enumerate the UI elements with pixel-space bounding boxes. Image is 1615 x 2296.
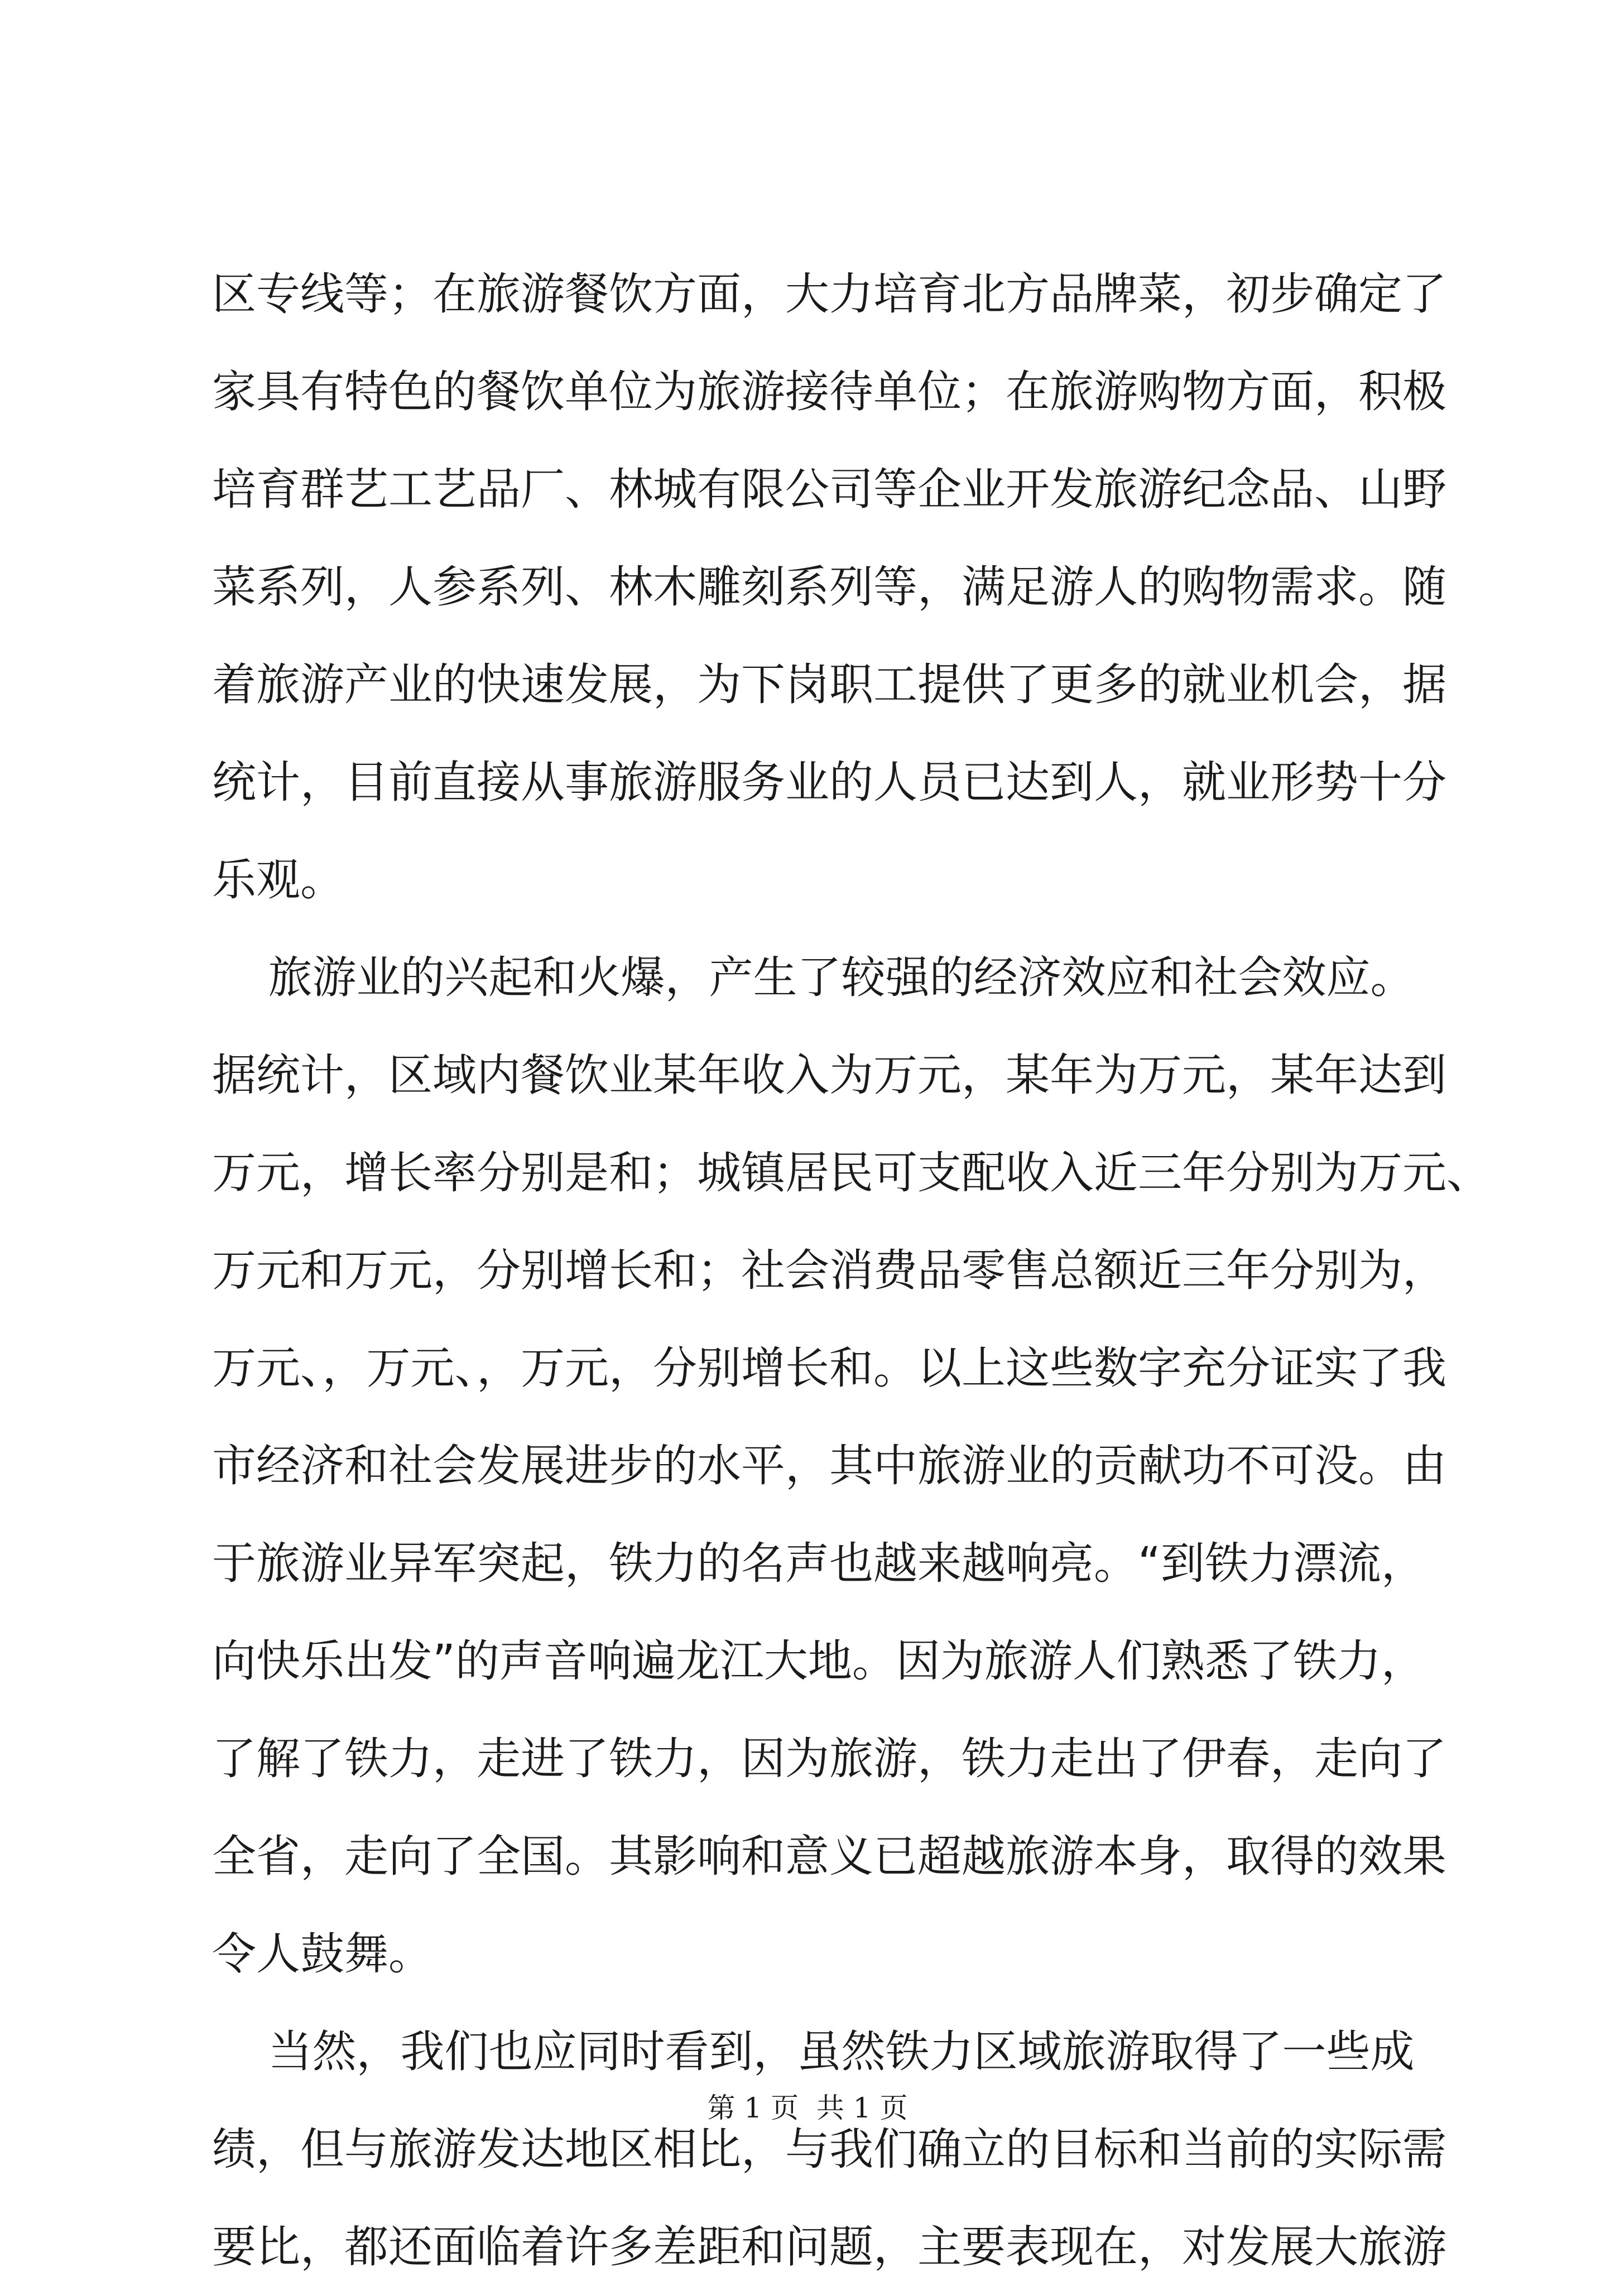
text-line: 于旅游业异军突起，铁力的名声也越来越响亮。“到铁力漂流，: [212, 1538, 1425, 1589]
text-line: 培育群艺工艺品厂、林城有限公司等企业开发旅游纪念品、山野: [212, 464, 1446, 515]
text-line: 全省，走向了全国。其影响和意义已超越旅游本身，取得的效果: [212, 1831, 1446, 1882]
text-line: 着旅游产业的快速发展，为下岗职工提供了更多的就业机会，据: [212, 659, 1446, 710]
text-line: 要比，都还面临着许多差距和问题，主要表现在，对发展大旅游: [212, 2221, 1446, 2273]
text-line: 向快乐出发”的声音响遍龙江大地。因为旅游人们熟悉了铁力，: [212, 1635, 1425, 1687]
text-line: 乐观。: [212, 854, 344, 906]
page-footer: 第 1 页 共 1 页: [707, 2092, 908, 2124]
text-line: 据统计，区域内餐饮业某年收入为万元，某年为万元，某年达到: [212, 1050, 1446, 1101]
text-line: 万元和万元，分别增长和；社会消费品零售总额近三年分别为，: [212, 1245, 1446, 1296]
text-line: 区专线等；在旅游餐饮方面，大力培育北方品牌菜，初步确定了: [212, 268, 1446, 320]
text-line: 绩，但与旅游发达地区相比，与我们确立的目标和当前的实际需: [212, 2124, 1446, 2175]
text-line: 菜系列，人参系列、林木雕刻系列等，满足游人的购物需求。随: [212, 561, 1446, 613]
paragraph-start-line: 当然，我们也应同时看到，虽然铁力区域旅游取得了一些成: [212, 2026, 1415, 2077]
document-body: [212, 246, 1491, 2296]
text-line: 统计，目前直接从事旅游服务业的人员已达到人，就业形势十分: [212, 757, 1446, 808]
text-line: 了解了铁力，走进了铁力，因为旅游，铁力走出了伊春，走向了: [212, 1733, 1446, 1784]
text-line: 万元、，万元、，万元，分别增长和。以上这些数字充分证实了我: [212, 1342, 1446, 1394]
text-line: 万元，增长率分别是和；城镇居民可支配收入近三年分别为万元、: [212, 1147, 1491, 1198]
text-line: 家具有特色的餐饮单位为旅游接待单位；在旅游购物方面，积极: [212, 366, 1446, 417]
text-line: 市经济和社会发展进步的水平，其中旅游业的贡献功不可没。由: [212, 1440, 1446, 1491]
text-line: 令人鼓舞。: [212, 1928, 432, 1980]
paragraph-start-line: 旅游业的兴起和火爆，产生了较强的经济效应和社会效应。: [212, 952, 1415, 1003]
